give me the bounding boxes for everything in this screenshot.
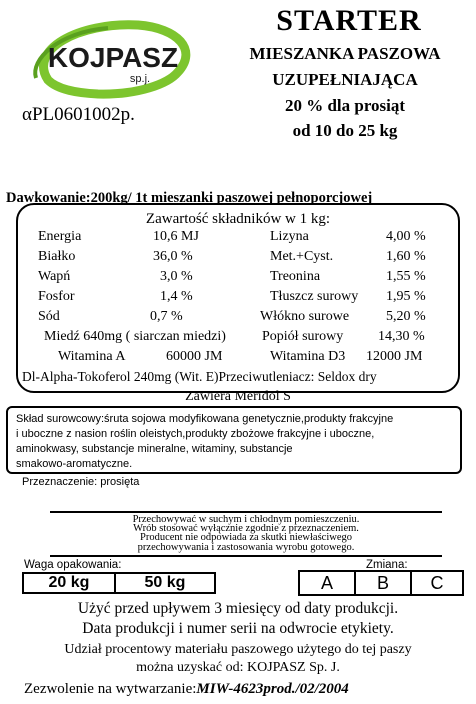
nutrient-value: 4,00 % bbox=[386, 229, 426, 244]
nutrient-value: 10,6 MJ bbox=[153, 229, 199, 244]
nutrient-value: 1,60 % bbox=[386, 249, 426, 264]
permit-line bbox=[24, 681, 349, 698]
batch-line: Data produkcji i numer serii na odwrocie etykiety. bbox=[82, 620, 394, 637]
nutrient-name: Wapń bbox=[38, 269, 71, 284]
weight-box bbox=[22, 572, 216, 594]
nutrient-name: Włókno surowe bbox=[260, 309, 350, 324]
nutrient-name: Energia bbox=[38, 229, 82, 244]
storage-line: Producent nie odpowiada za skutki niewłaściwego bbox=[140, 532, 352, 543]
nutrient-name: Popiół surowy bbox=[262, 329, 344, 344]
composition-line: smakowo-aromatyczne. bbox=[16, 458, 133, 470]
expiry-line: Użyć przed upływem 3 miesięcy od daty produkcji. bbox=[77, 600, 399, 617]
nutrient-value: 1,95 % bbox=[386, 289, 426, 304]
shift-box bbox=[298, 570, 464, 596]
weight-option-20: 20 kg bbox=[24, 574, 116, 592]
nutrient-name: Tłuszcz surowy bbox=[270, 289, 359, 304]
purpose-line: Przeznaczenie: prosięta bbox=[22, 476, 140, 488]
weight-option-50: 50 kg bbox=[144, 574, 186, 591]
shift-b: B bbox=[356, 572, 412, 594]
header-line-1: MIESZANKA PASZOWA bbox=[249, 44, 441, 63]
nutrient-value: 0,7 % bbox=[150, 309, 183, 324]
nutrient-value: 3,0 % bbox=[160, 269, 193, 284]
header-line-2: UZUPEŁNIAJĄCA bbox=[272, 70, 418, 89]
dosage-line: Dawkowanie:200kg/ 1t mieszanki paszowej pełnoporcjowej bbox=[6, 190, 373, 206]
nutrient-name: Met.+Cyst. bbox=[270, 249, 334, 264]
storage-line: Przechowywać w suchym i chłodnym pomieszczeniu. bbox=[132, 514, 360, 525]
nutrient-name: Sód bbox=[38, 309, 60, 324]
nutrient-value: 5,20 % bbox=[386, 309, 426, 324]
brand-name: KOJPASZ bbox=[47, 42, 179, 73]
info-line: można uzyskać od: KOJPASZ Sp. J. bbox=[136, 660, 340, 675]
nutrient-name: Witamina A bbox=[58, 349, 126, 364]
composition-line: Skład surowcowy:śruta sojowa modyfikowana genetycznie,produkty frakcyjne bbox=[16, 413, 394, 425]
header-line-4: od 10 do 25 kg bbox=[292, 121, 398, 140]
nutrient-name: Lizyna bbox=[270, 229, 309, 244]
nutrient-value: 12000 JM bbox=[366, 349, 423, 364]
nutrient-value: 1,4 % bbox=[160, 289, 193, 304]
brand-suffix: sp.j. bbox=[129, 73, 151, 85]
shift-c: C bbox=[430, 573, 444, 593]
storage-line: przechowywania i zastosowania wyrobu gotowego. bbox=[137, 542, 355, 553]
nutrient-value: 36,0 % bbox=[153, 249, 193, 264]
nutrient-name: Witamina D3 bbox=[270, 349, 346, 364]
shift-a: A bbox=[300, 572, 356, 594]
meridol-line: Zawiera Meridol S bbox=[185, 389, 291, 404]
header-line-3: 20 % dla prosiąt bbox=[284, 96, 406, 115]
composition-box bbox=[6, 406, 462, 474]
weight-label: Waga opakowania: bbox=[24, 559, 122, 571]
kojpasz-logo bbox=[28, 20, 198, 100]
storage-line: Wrób stosować wyłącznie zgodnie z przeznaczeniem. bbox=[133, 523, 359, 534]
product-code: αPL0601002p. bbox=[22, 104, 135, 125]
nutrient-value: 1,55 % bbox=[386, 269, 426, 284]
permit-label: Zezwolenie na wytwarzanie: bbox=[24, 681, 197, 697]
nutrient-name: Treonina bbox=[270, 269, 321, 284]
copper-line: Miedź 640mg ( siarczan miedzi) bbox=[44, 329, 226, 344]
permit-number: MIW-4623prod./02/2004 bbox=[196, 681, 349, 697]
composition-line: aminokwasy, substancje mineralne, witaminy, substancje bbox=[16, 443, 293, 455]
nutrient-name: Białko bbox=[38, 249, 76, 264]
info-line: Udział procentowy materiału paszowego użytego do tej paszy bbox=[64, 642, 412, 657]
product-title: STARTER bbox=[276, 4, 422, 37]
ingredients-title: Zawartość składników w 1 kg: bbox=[145, 211, 331, 227]
nutrient-value: 14,30 % bbox=[378, 329, 425, 344]
nutrient-value: 60000 JM bbox=[166, 349, 223, 364]
shift-label: Zmiana: bbox=[366, 559, 408, 571]
composition-line: i uboczne z nasion roślin oleistych,produkty zbożowe frakcyjne i uboczne, bbox=[16, 428, 375, 440]
tocopherol-line: Dl-Alpha-Tokoferol 240mg (Wit. E)Przeciwutleniacz: Seldox dry bbox=[22, 369, 377, 384]
nutrient-name: Fosfor bbox=[38, 289, 75, 304]
storage-box bbox=[50, 511, 442, 557]
